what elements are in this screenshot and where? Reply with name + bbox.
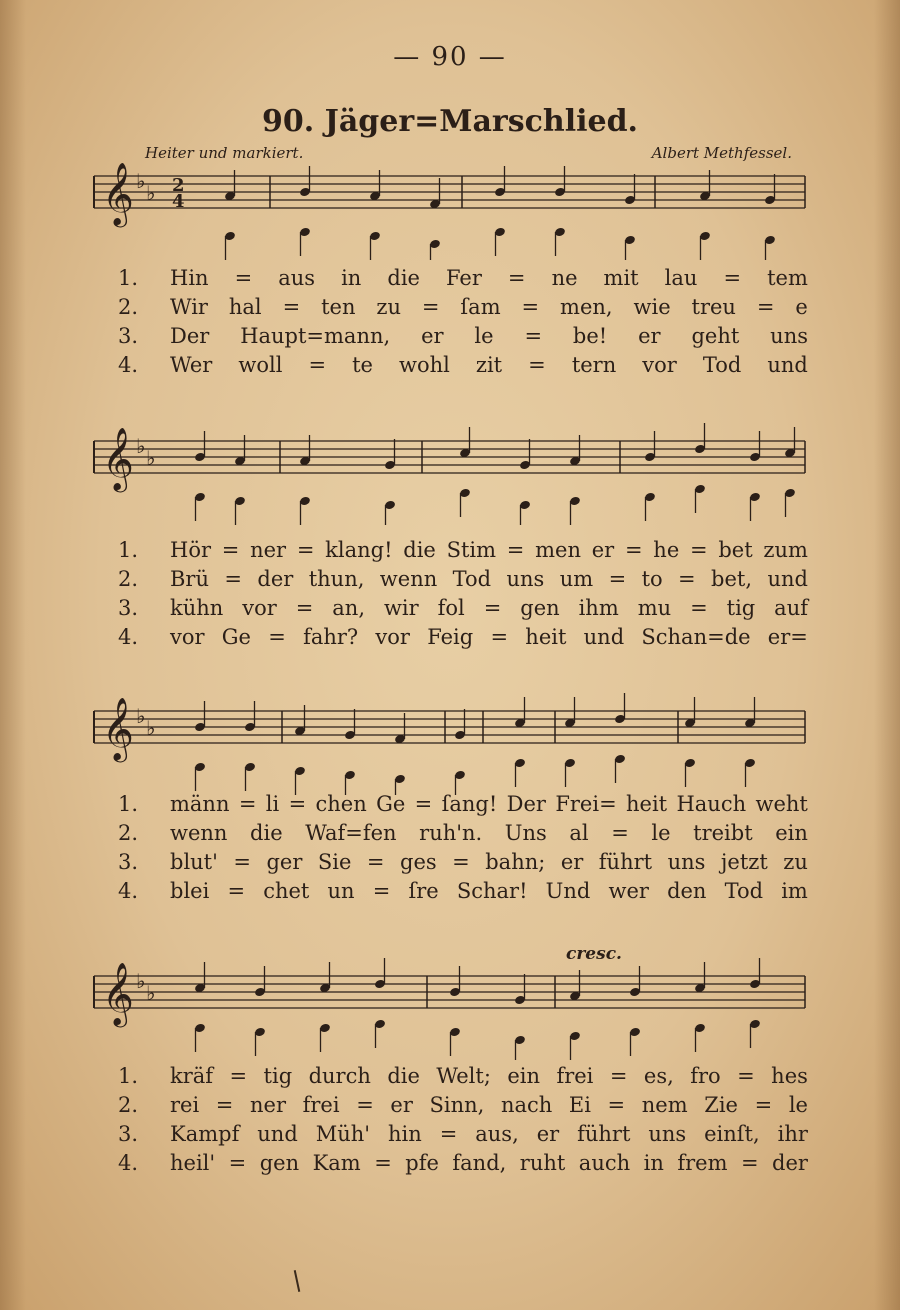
lyric-syllable: Sinn,	[429, 1093, 485, 1117]
music-system-2	[90, 415, 810, 525]
lyric-syllable: Fer	[446, 266, 482, 290]
lyric-syllable: =	[372, 879, 391, 903]
lyric-syllable: vor	[375, 625, 410, 649]
lyric-line	[118, 1093, 808, 1122]
ink-mark	[294, 1270, 301, 1292]
lyric-syllable: heit	[626, 792, 668, 816]
key-signature-flat: ♭	[146, 446, 156, 470]
lyric-syllables	[170, 596, 808, 620]
lyric-syllables	[170, 295, 808, 319]
lyric-syllable: fahr?	[303, 625, 359, 649]
lyric-syllable: pfe	[405, 1151, 439, 1175]
lyric-syllable: =	[507, 266, 526, 290]
lyric-syllable: =	[366, 850, 385, 874]
verse-number: 2.	[118, 821, 139, 845]
key-signature-flat: ♭	[146, 181, 156, 205]
lyric-syllable: =	[238, 792, 257, 816]
lyric-syllables	[170, 353, 808, 377]
lyric-syllable: mit	[603, 266, 639, 290]
lyric-syllable: und	[767, 567, 808, 591]
lyric-syllable: führt	[598, 850, 653, 874]
lyric-syllable: Ei	[568, 1093, 591, 1117]
treble-clef: 𝄞	[102, 962, 134, 1025]
lyrics-block-1	[118, 266, 808, 382]
lyric-line	[118, 324, 808, 353]
verse-number: 4.	[118, 1151, 139, 1175]
lyric-syllable: weht	[755, 792, 808, 816]
lyric-syllable: men	[535, 538, 582, 562]
lyric-syllable: un	[327, 879, 355, 903]
lyric-syllable: ein	[507, 1064, 540, 1088]
lyric-syllable: die	[403, 538, 436, 562]
lyric-syllable: Der	[170, 324, 210, 348]
lyric-syllable: Ge	[376, 792, 406, 816]
lyric-syllables	[170, 1122, 808, 1146]
lyrics-block-2	[118, 538, 808, 654]
lyric-syllable: =	[224, 567, 242, 591]
lyric-syllable: der	[257, 567, 294, 591]
lyric-syllable: =	[414, 792, 433, 816]
lyric-line	[118, 850, 808, 879]
lyric-syllable: Feig	[427, 625, 474, 649]
lyric-syllables	[170, 324, 808, 348]
lyric-syllable: =	[524, 324, 543, 348]
verse-number: 1.	[118, 792, 139, 816]
lyric-syllable: an,	[332, 596, 366, 620]
lyric-syllables	[170, 792, 808, 816]
lyric-syllable: =	[690, 596, 708, 620]
lyric-syllable: woll	[238, 353, 283, 377]
lyric-syllable: Stim	[446, 538, 497, 562]
lyric-syllable: =	[490, 625, 509, 649]
lyric-syllable: =	[268, 625, 286, 649]
lyric-syllable: ruh'n.	[419, 821, 483, 845]
lyric-syllable: =	[288, 792, 307, 816]
lyric-syllable: aus,	[475, 1122, 519, 1146]
lyric-syllable: =	[221, 538, 240, 562]
lyric-syllable: hal	[228, 295, 262, 319]
lyric-syllable: Ge	[221, 625, 251, 649]
lyric-line	[118, 1151, 808, 1180]
lyric-syllable: chen	[315, 792, 367, 816]
lyric-syllable: Kampf	[170, 1122, 240, 1146]
lyric-syllable: heil'	[170, 1151, 216, 1175]
lyric-syllable: vor	[170, 625, 205, 649]
lyric-syllable: =	[452, 850, 470, 874]
lyric-syllable: den	[667, 879, 707, 903]
lyric-syllable: bet	[718, 538, 753, 562]
lyric-syllable: ten	[321, 295, 356, 319]
lyric-syllable: gen	[259, 1151, 300, 1175]
lyric-syllable: blei	[170, 879, 210, 903]
song-title: 90. Jäger=Marschlied.	[262, 104, 638, 139]
lyric-syllable: wir	[383, 596, 419, 620]
lyric-syllable: Brü	[170, 567, 209, 591]
lyric-syllable: Tod	[452, 567, 492, 591]
lyric-line	[118, 538, 808, 567]
lyric-syllable: le	[651, 821, 671, 845]
lyric-syllable: blut'	[170, 850, 218, 874]
verse-number: 1.	[118, 266, 139, 290]
lyric-syllable: thun,	[308, 567, 365, 591]
lyric-syllable: wer	[608, 879, 649, 903]
lyric-syllable: men,	[560, 295, 613, 319]
lyric-syllable: Der	[506, 792, 546, 816]
lyric-syllable: te	[352, 353, 373, 377]
lyric-syllable: kühn	[170, 596, 224, 620]
lyric-syllable: in	[341, 266, 362, 290]
lyric-syllable: Sie	[317, 850, 352, 874]
page-edge-shadow-right	[874, 0, 900, 1310]
lyric-syllable: die	[387, 266, 420, 290]
lyric-line	[118, 792, 808, 821]
music-system-1	[90, 150, 810, 260]
lyric-line	[118, 625, 808, 654]
lyric-syllable: mu	[637, 596, 672, 620]
lyric-syllable: le	[788, 1093, 808, 1117]
lyric-syllable: zu	[376, 295, 401, 319]
lyric-syllable: rei	[170, 1093, 200, 1117]
lyric-syllable: wohl	[399, 353, 450, 377]
lyric-syllable: Schar!	[456, 879, 528, 903]
lyric-syllable: Welt;	[436, 1064, 491, 1088]
lyric-syllable: der	[772, 1151, 808, 1175]
lyric-syllable: to	[641, 567, 663, 591]
lyric-syllable: er	[638, 324, 661, 348]
lyric-syllable: =	[233, 850, 251, 874]
lyric-syllable: frei	[302, 1093, 340, 1117]
verse-number: 3.	[118, 850, 139, 874]
verse-number: 2.	[118, 295, 139, 319]
lyric-syllables	[170, 266, 808, 290]
verse-number: 4.	[118, 879, 139, 903]
lyric-syllable: uns	[506, 567, 545, 591]
lyric-syllable: Zie	[704, 1093, 738, 1117]
lyric-syllable: Wer	[170, 353, 213, 377]
treble-clef: 𝄞	[102, 427, 134, 490]
composer: Albert Methfessel.	[651, 144, 792, 162]
lyric-syllable: ruht	[519, 1151, 566, 1175]
key-signature-flat: ♭	[136, 704, 146, 728]
lyric-syllable: ne	[551, 266, 578, 290]
lyric-syllable: führt	[577, 1122, 631, 1146]
lyric-syllable: klang!	[325, 538, 393, 562]
lyric-syllable: ger	[266, 850, 303, 874]
lyric-syllable: =	[611, 821, 629, 845]
lyric-syllable: ſam	[460, 295, 501, 319]
lyric-syllable: Schan=de	[641, 625, 751, 649]
lyric-syllable: es,	[643, 1064, 674, 1088]
lyric-syllable: kräf	[170, 1064, 214, 1088]
lyric-syllable: =	[439, 1122, 458, 1146]
time-signature-bottom: 4	[172, 191, 185, 212]
lyric-syllable: gen	[520, 596, 560, 620]
lyric-syllable: Tod	[724, 879, 764, 903]
lyric-syllable: uns	[667, 850, 706, 874]
lyric-syllables	[170, 1151, 808, 1175]
lyric-line	[118, 295, 808, 324]
lyric-syllable: und	[257, 1122, 298, 1146]
lyric-line	[118, 879, 808, 908]
lyric-syllable: =	[483, 596, 502, 620]
lyric-syllable: chet	[263, 879, 310, 903]
lyric-syllable: =	[609, 1064, 628, 1088]
lyric-syllable: =	[421, 295, 440, 319]
lyric-syllables	[170, 625, 808, 649]
lyric-syllable: fol	[437, 596, 465, 620]
lyric-syllable: er=	[767, 625, 808, 649]
lyric-syllable: =	[607, 1093, 626, 1117]
lyric-line	[118, 353, 808, 382]
lyric-syllable: er	[536, 1122, 560, 1146]
treble-clef: 𝄞	[102, 162, 134, 225]
lyric-syllable: uns	[648, 1122, 687, 1146]
lyric-syllable: ihm	[578, 596, 619, 620]
lyric-syllable: ihr	[777, 1122, 808, 1146]
lyric-syllable: =	[227, 879, 246, 903]
lyric-syllable: uns	[770, 324, 808, 348]
lyric-syllable: zum	[763, 538, 808, 562]
lyric-syllable: er	[421, 324, 444, 348]
lyric-syllable: nach	[500, 1093, 553, 1117]
lyric-syllable: und	[767, 353, 808, 377]
lyric-syllable: =	[737, 1064, 755, 1088]
lyric-syllable: =	[521, 295, 540, 319]
lyric-syllable: he	[653, 538, 680, 562]
lyric-syllable: =	[689, 538, 708, 562]
lyrics-block-3	[118, 792, 808, 908]
lyric-syllable: um	[559, 567, 594, 591]
lyric-syllable: tern	[571, 353, 617, 377]
lyric-syllables	[170, 1064, 808, 1088]
lyric-syllable: vor	[642, 353, 677, 377]
lyric-syllable: vor	[242, 596, 277, 620]
lyric-syllable: =	[608, 567, 627, 591]
lyric-syllable: =	[295, 596, 314, 620]
lyric-syllable: bahn;	[485, 850, 546, 874]
lyric-syllable: zu	[783, 850, 808, 874]
lyric-syllable: Wir	[170, 295, 208, 319]
music-system-4	[90, 950, 810, 1060]
page-number: — 90 —	[393, 42, 507, 72]
key-signature-flat: ♭	[146, 716, 156, 740]
lyric-syllable: ſre	[408, 879, 439, 903]
lyric-syllable: Waf=fen	[305, 821, 397, 845]
lyric-syllable: Tod	[702, 353, 742, 377]
lyric-syllable: die	[387, 1064, 420, 1088]
lyric-line	[118, 1064, 808, 1093]
lyric-syllable: wenn	[379, 567, 438, 591]
lyric-syllable: zit	[475, 353, 503, 377]
lyric-syllable: nem	[641, 1093, 688, 1117]
lyric-syllable: fand,	[452, 1151, 507, 1175]
lyric-syllable: er	[560, 850, 584, 874]
key-signature-flat: ♭	[136, 969, 146, 993]
verse-number: 2.	[118, 1093, 139, 1117]
lyric-syllable: aus	[278, 266, 316, 290]
lyric-syllable: Und	[545, 879, 591, 903]
lyric-syllable: die	[250, 821, 283, 845]
lyric-syllable: le	[474, 324, 494, 348]
lyric-syllable: treu	[691, 295, 736, 319]
lyric-syllable: bet,	[711, 567, 753, 591]
lyric-line	[118, 567, 808, 596]
treble-clef: 𝄞	[102, 697, 134, 760]
lyric-syllables	[170, 1093, 808, 1117]
lyric-syllable: heit	[525, 625, 567, 649]
lyric-syllable: frei	[556, 1064, 594, 1088]
time-signature-top: 2	[172, 175, 185, 196]
lyric-syllable: Frei=	[555, 792, 617, 816]
staff-2	[90, 415, 810, 525]
lyric-syllable: =	[740, 1151, 759, 1175]
lyric-syllable: jetzt	[720, 850, 768, 874]
verse-number: 2.	[118, 567, 139, 591]
lyric-syllables	[170, 567, 808, 591]
verse-number: 4.	[118, 625, 139, 649]
page-edge-shadow-left	[0, 0, 26, 1310]
lyric-syllable: =	[756, 295, 775, 319]
lyric-syllable: =	[754, 1093, 773, 1117]
lyric-syllable: Hin	[170, 266, 209, 290]
lyric-syllable: =	[308, 353, 327, 377]
lyric-syllable: wie	[633, 295, 671, 319]
lyric-syllable: Uns	[504, 821, 547, 845]
lyric-syllable: lau	[664, 266, 698, 290]
verse-number: 1.	[118, 1064, 139, 1088]
staff-1	[90, 150, 810, 260]
verse-number: 4.	[118, 353, 139, 377]
lyric-syllable: ges	[400, 850, 437, 874]
lyric-syllable: Haupt=mann,	[240, 324, 391, 348]
lyric-syllable: tig	[263, 1064, 293, 1088]
lyric-syllable: =	[723, 266, 742, 290]
lyric-syllable: auch	[578, 1151, 631, 1175]
lyric-syllable: tem	[767, 266, 808, 290]
lyric-syllable: tig	[726, 596, 756, 620]
lyric-syllable: be!	[572, 324, 608, 348]
lyric-syllable: ner	[250, 1093, 287, 1117]
staff-3	[90, 685, 810, 795]
lyric-syllable: =	[506, 538, 525, 562]
lyric-syllable: wenn	[170, 821, 228, 845]
lyric-line	[118, 821, 808, 850]
lyric-syllables	[170, 821, 808, 845]
lyric-syllable: einſt,	[704, 1122, 760, 1146]
lyric-line	[118, 1122, 808, 1151]
lyric-syllable: al	[569, 821, 589, 845]
lyric-syllable: Hauch	[676, 792, 747, 816]
lyric-syllable: =	[234, 266, 253, 290]
lyric-syllable: geht	[691, 324, 740, 348]
lyric-syllable: fro	[690, 1064, 721, 1088]
lyric-syllable: =	[296, 538, 315, 562]
lyric-syllables	[170, 538, 808, 562]
lyrics-block-4	[118, 1064, 808, 1180]
lyric-syllable: frem	[677, 1151, 728, 1175]
lyric-syllable: durch	[308, 1064, 371, 1088]
lyric-syllable: =	[678, 567, 696, 591]
verse-number: 3.	[118, 324, 139, 348]
lyric-syllable: in	[643, 1151, 664, 1175]
lyric-syllable: e	[795, 295, 808, 319]
lyric-line	[118, 596, 808, 625]
lyric-syllable: ner	[250, 538, 287, 562]
lyric-syllable: =	[215, 1093, 234, 1117]
verse-number: 3.	[118, 1122, 139, 1146]
staff-4	[90, 950, 810, 1060]
lyric-syllable: männ	[170, 792, 230, 816]
lyric-syllable: ſang!	[441, 792, 498, 816]
lyric-syllables	[170, 850, 808, 874]
lyric-syllable: =	[624, 538, 643, 562]
lyric-syllable: er	[591, 538, 615, 562]
tempo-marking: Heiter und markiert.	[145, 144, 304, 162]
lyric-syllable: im	[781, 879, 808, 903]
crescendo-marking: cresc.	[566, 944, 622, 964]
lyric-syllable: hin	[387, 1122, 422, 1146]
key-signature-flat: ♭	[136, 169, 146, 193]
lyric-syllable: li	[265, 792, 280, 816]
lyric-syllable: treibt	[693, 821, 753, 845]
lyric-syllable: und	[583, 625, 625, 649]
lyric-syllable: =	[228, 1151, 247, 1175]
verse-number: 1.	[118, 538, 139, 562]
key-signature-flat: ♭	[136, 434, 146, 458]
lyric-syllable: Müh'	[315, 1122, 371, 1146]
lyric-syllable: Hör	[170, 538, 211, 562]
lyric-line	[118, 266, 808, 295]
lyric-syllable: Kam	[312, 1151, 361, 1175]
lyric-syllable: =	[528, 353, 546, 377]
lyric-syllables	[170, 879, 808, 903]
lyric-syllable: =	[282, 295, 301, 319]
lyric-syllable: er	[390, 1093, 413, 1117]
lyric-syllable: auf	[774, 596, 808, 620]
lyric-syllable: =	[374, 1151, 392, 1175]
lyric-syllable: ein	[775, 821, 808, 845]
lyric-syllable: =	[229, 1064, 248, 1088]
lyric-syllable: =	[356, 1093, 374, 1117]
key-signature-flat: ♭	[146, 981, 156, 1005]
music-system-3	[90, 685, 810, 795]
verse-number: 3.	[118, 596, 139, 620]
lyric-syllable: hes	[771, 1064, 808, 1088]
